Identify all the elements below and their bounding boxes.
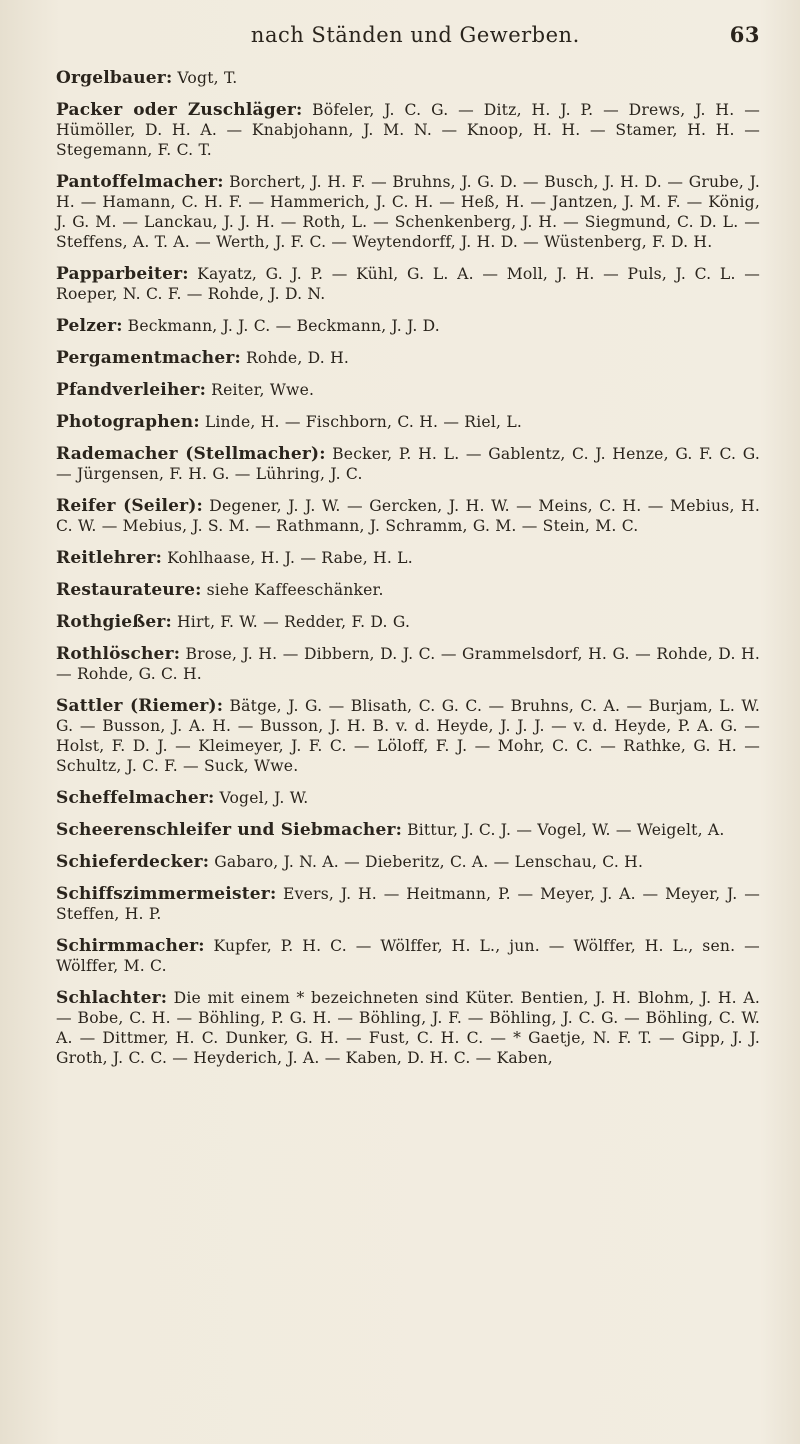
- page-title: nach Ständen und Gewerben.: [250, 23, 580, 47]
- trade-names: Böfeler, J. C. G. — Ditz, H. J. P. — Drews, J. H. — Hümöller, D. H. A. — Knabjohann, J. M. N. — Knoop, H. H. — Stamer, H. H. — Stegemann, F. C. T.: [56, 101, 761, 159]
- trade-heading: Restaurateure:: [56, 580, 202, 600]
- trade-directory: [56, 68, 760, 1068]
- directory-entry: [56, 820, 760, 840]
- trade-heading: Scheerenschleifer und Siebmacher:: [56, 820, 403, 840]
- trade-heading: Reitlehrer:: [56, 548, 163, 568]
- trade-heading: Pfandverleiher:: [56, 380, 207, 400]
- directory-entry: [56, 852, 760, 872]
- trade-heading: Pergamentmacher:: [56, 348, 241, 368]
- trade-heading: Photographen:: [56, 412, 200, 432]
- directory-entry: [56, 264, 760, 304]
- running-head: [56, 22, 760, 62]
- directory-entry: [56, 696, 760, 776]
- trade-names: Reiter, Wwe.: [211, 381, 315, 399]
- trade-heading: Reifer (Seiler):: [56, 496, 204, 516]
- trade-names: Vogel, J. W.: [219, 789, 309, 807]
- trade-heading: Schlachter:: [56, 988, 168, 1008]
- page-number: 63: [729, 22, 760, 47]
- directory-entry: [56, 884, 760, 924]
- trade-names: Kohlhaase, H. J. — Rabe, H. L.: [167, 549, 413, 567]
- trade-heading: Papparbeiter:: [56, 264, 189, 284]
- directory-entry: [56, 612, 760, 632]
- trade-names: Borchert, J. H. F. — Bruhns, J. G. D. — Busch, J. H. D. — Grube, J. H. — Hamann, C. H. F. — Hammerich, J. C. H. — Heß, H. — Jantzen, J. M. F. — König, J. G. M. — Lanckau, J. J. H. — Roth, L. — Schenkenberg, J. H. — Siegmund, C. D. L. — Steffens, A. T. A. — Werth, J. F. C. — Weytendorff, J. H. D. — Wüstenberg, F. D. H.: [56, 173, 760, 251]
- directory-entry: [56, 412, 760, 432]
- trade-names: Vogt, T.: [177, 69, 238, 87]
- directory-entry: [56, 936, 760, 976]
- trade-names: Gabaro, J. N. A. — Dieberitz, C. A. — Lenschau, C. H.: [214, 853, 644, 871]
- trade-names: Degener, J. J. W. — Gercken, J. H. W. — Meins, C. H. — Mebius, H. C. W. — Mebius, J. S. M. — Rathmann, J. Schramm, G. M. — Stein, M. C.: [56, 497, 761, 535]
- trade-heading: Rothlöscher:: [56, 644, 181, 664]
- directory-entry: [56, 172, 760, 252]
- directory-entry: [56, 988, 760, 1068]
- trade-heading: Pelzer:: [56, 316, 123, 336]
- trade-heading: Sattler (Riemer):: [56, 696, 224, 716]
- trade-names: Linde, H. — Fischborn, C. H. — Riel, L.: [204, 413, 523, 431]
- trade-names: Kayatz, G. J. P. — Kühl, G. L. A. — Moll, J. H. — Puls, J. C. L. — Roeper, N. C. F. — Rohde, J. D. N.: [56, 265, 760, 303]
- directory-entry: [56, 316, 760, 336]
- directory-entry: [56, 100, 760, 160]
- directory-entry: [56, 348, 760, 368]
- trade-names: Brose, J. H. — Dibbern, D. J. C. — Grammelsdorf, H. G. — Rohde, D. H. — Rohde, G. C. H.: [56, 645, 760, 683]
- trade-names: Bätge, J. G. — Blisath, C. G. C. — Bruhns, C. A. — Burjam, L. W. G. — Busson, J. A. H. — Busson, J. H. B. v. d. Heyde, J. J. J. — v. d. Heyde, P. A. G. — Holst, F. D. J. — Kleimeyer, J. F. C. — Löloff, F. J. — Mohr, C. C. — Rathke, G. H. — Schultz, J. C. F. — Suck, Wwe.: [56, 697, 760, 775]
- trade-heading: Schirmmacher:: [56, 936, 205, 956]
- trade-heading: Schieferdecker:: [56, 852, 210, 872]
- trade-heading: Rademacher (Stellmacher):: [56, 444, 326, 464]
- trade-names: Evers, J. H. — Heitmann, P. — Meyer, J. A. — Meyer, J. — Steffen, H. P.: [56, 885, 760, 923]
- trade-names: Rohde, D. H.: [245, 349, 350, 367]
- trade-names: siehe Kaffeeschänker.: [206, 581, 384, 599]
- trade-names: Beckmann, J. J. C. — Beckmann, J. J. D.: [127, 317, 440, 335]
- trade-heading: Orgelbauer:: [56, 68, 173, 88]
- directory-entry: [56, 444, 760, 484]
- trade-names: Becker, P. H. L. — Gablentz, C. J. Henze, G. F. C. G. — Jürgensen, F. H. G. — Lühring, J. C.: [56, 445, 760, 483]
- trade-heading: Pantoffelmacher:: [56, 172, 224, 192]
- trade-names: Hirt, F. W. — Redder, F. D. G.: [176, 613, 411, 631]
- directory-entry: [56, 580, 760, 600]
- directory-entry: [56, 68, 760, 88]
- trade-heading: Rothgießer:: [56, 612, 173, 632]
- directory-entry: [56, 380, 760, 400]
- trade-names: Bittur, J. C. J. — Vogel, W. — Weigelt, A.: [407, 821, 725, 839]
- trade-names: Kupfer, P. H. C. — Wölffer, H. L., jun. — Wölffer, H. L., sen. — Wölffer, M. C.: [56, 937, 760, 975]
- directory-entry: [56, 548, 760, 568]
- directory-entry: [56, 496, 760, 536]
- trade-heading: Packer oder Zuschläger:: [56, 100, 303, 120]
- directory-entry: [56, 788, 760, 808]
- trade-names: Die mit einem * bezeichneten sind Küter. Bentien, J. H. Blohm, J. H. A. — Bobe, C. H. — Böhling, P. G. H. — Böhling, J. F. — Böhling, J. C. G. — Böhling, C. W. A. — Dittmer, H. C. Dunker, G. H. — Fust, C. H. C. — * Gaetje, N. F. T. — Gipp, J. J. Groth, J. C. C. — Heyderich, J. A. — Kaben, D. H. C. — Kaben,: [56, 989, 760, 1067]
- directory-entry: [56, 644, 760, 684]
- trade-heading: Schiffszimmermeister:: [56, 884, 277, 904]
- trade-heading: Scheffelmacher:: [56, 788, 215, 808]
